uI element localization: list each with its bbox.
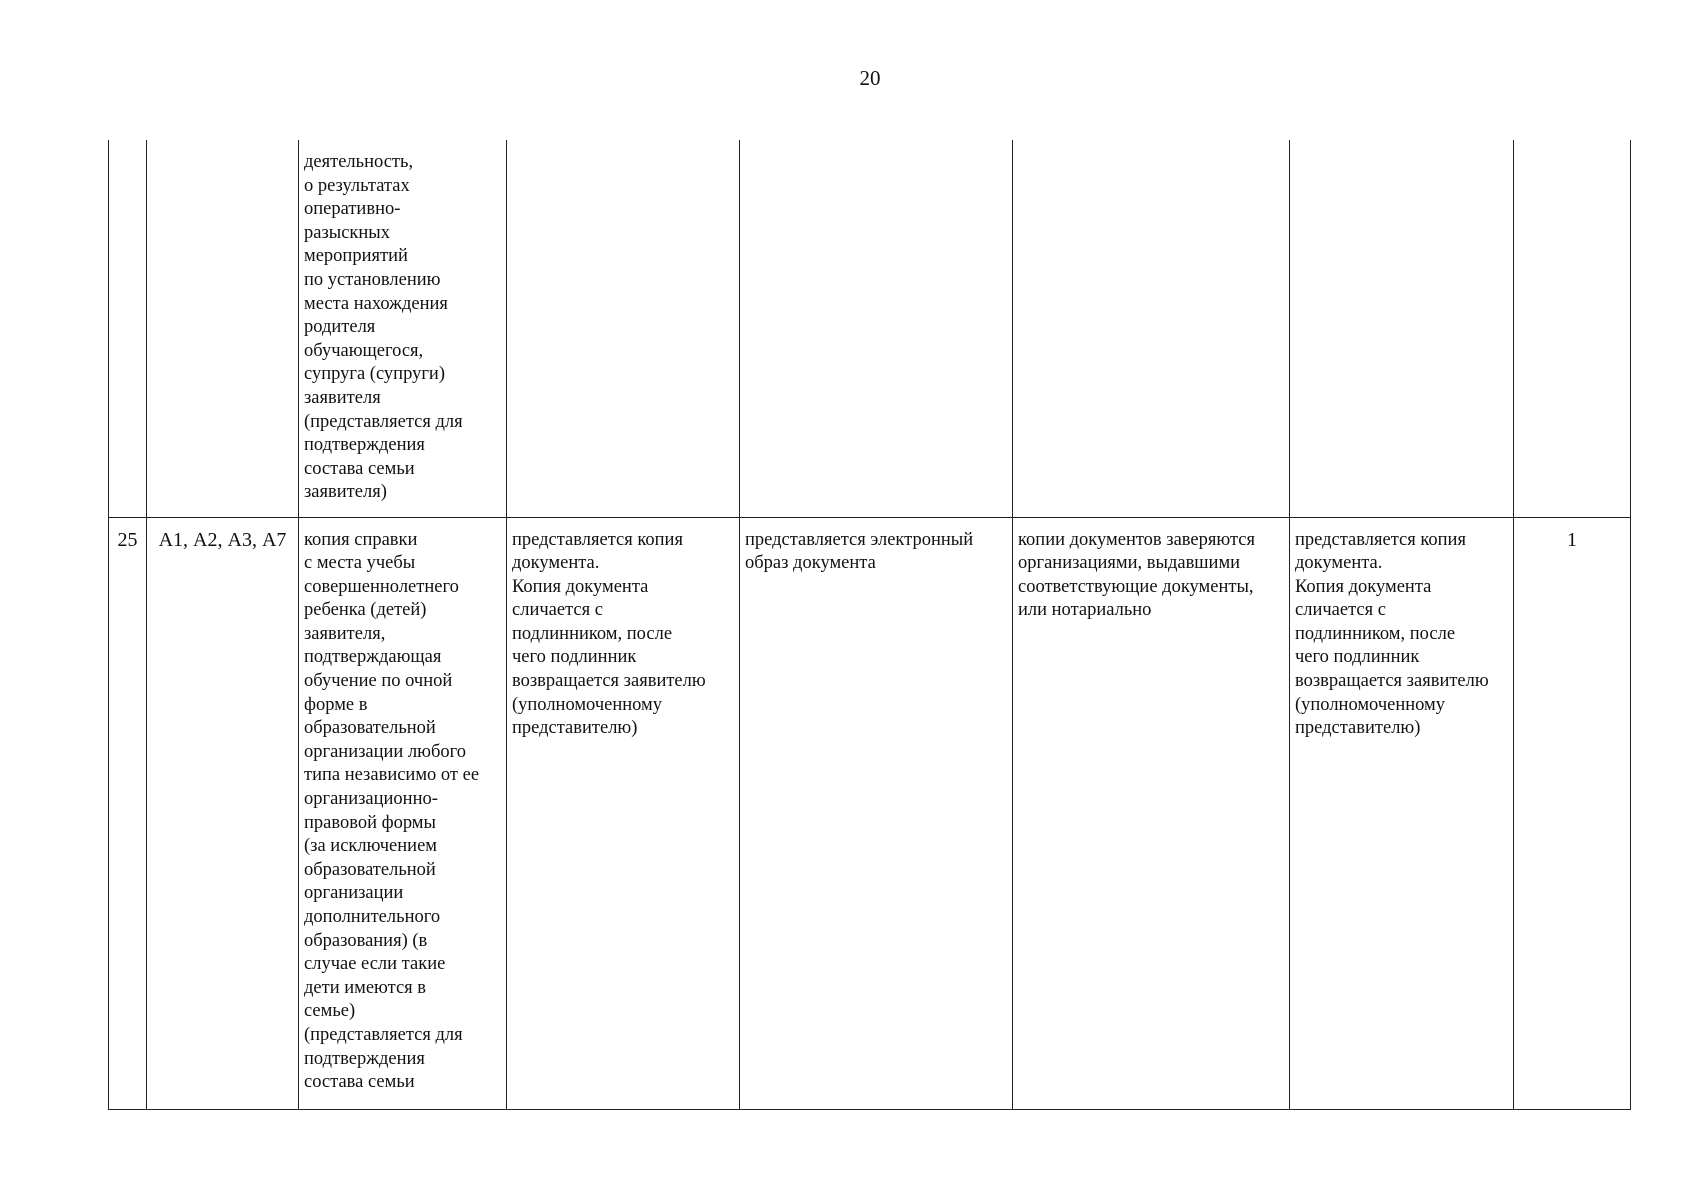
text-line: Копия документа — [512, 576, 649, 597]
cell-number: 25 — [109, 517, 147, 1109]
text-line: случае если такие — [304, 954, 446, 975]
text-line: или нотариально — [1018, 600, 1152, 621]
text-line: организациями, выдавшими — [1018, 553, 1241, 574]
text-line: чего подлинник — [512, 647, 637, 668]
cell-submission-electronic — [740, 140, 1013, 517]
text-line: деятельность, — [304, 152, 414, 172]
page-number: 20 — [859, 66, 881, 90]
text-line: совершеннолетнего — [304, 576, 459, 597]
text-line: организации любого — [304, 741, 467, 762]
text-line: организационно- — [304, 789, 438, 810]
text-line: заявителя, — [304, 623, 386, 644]
text-line: с места учебы — [304, 553, 416, 574]
cell-codes — [147, 140, 299, 517]
cell-document-name — [299, 140, 507, 517]
cell-submission-other — [1290, 517, 1514, 1109]
text-line: подтверждающая — [304, 647, 442, 668]
table-row-25 — [109, 517, 1631, 1109]
text-line: соответствующие документы, — [1018, 576, 1254, 597]
cell-submission-paper — [507, 517, 740, 1109]
text-line: чего подлинник — [1295, 647, 1420, 668]
cell-count — [1514, 140, 1631, 517]
text-line: образования) (в — [304, 930, 428, 951]
text-line: подлинником, после — [1295, 623, 1456, 644]
text-line: заявителя — [304, 387, 381, 408]
text-line: (за исключением — [304, 836, 437, 857]
text-line: образовательной — [304, 859, 436, 880]
text-line: заявителя) — [304, 482, 387, 503]
text-line: супруга (супруги) — [304, 364, 445, 385]
text-line: подтверждения — [304, 1048, 425, 1069]
text-line: возвращается заявителю — [1295, 671, 1489, 692]
text-line: образ документа — [745, 553, 876, 574]
text-line: места нахождения — [304, 293, 448, 314]
text-line: о результатах — [304, 175, 410, 196]
text-line: Копия документа — [1295, 576, 1432, 597]
text-line: копии документов заверяются — [1018, 529, 1256, 550]
text-line: (уполномоченному — [512, 694, 662, 715]
text-line: состава семьи — [304, 1072, 415, 1093]
cell-submission-other — [1290, 140, 1514, 517]
text-line: форме в — [304, 694, 368, 715]
text-line: по установлению — [304, 269, 441, 290]
text-line: подтверждения — [304, 435, 425, 456]
text-line: (представляется для — [304, 1024, 463, 1045]
text-line: оперативно- — [304, 199, 401, 220]
text-line: (уполномоченному — [1295, 694, 1445, 715]
cell-certification — [1013, 517, 1290, 1109]
text-line: дополнительного — [304, 907, 441, 927]
cell-document-name — [299, 517, 507, 1109]
text-line: возвращается заявителю — [512, 671, 706, 692]
cell-codes: А1, А2, А3, А7 — [147, 517, 299, 1109]
cell-submission-electronic — [740, 517, 1013, 1109]
text-line: представляется копия — [512, 529, 683, 550]
text-line: (представляется для — [304, 411, 463, 432]
text-line: состава семьи — [304, 458, 415, 479]
text-line: сличается с — [512, 600, 603, 621]
text-line: обучение по очной — [304, 671, 453, 692]
text-line: подлинником, после — [512, 623, 673, 644]
text-line: копия справки — [304, 529, 418, 550]
text-line: дети имеются в — [304, 977, 427, 998]
table-row-continuation — [109, 140, 1631, 517]
text-line: правовой формы — [304, 812, 436, 833]
text-line: семье) — [304, 1001, 356, 1022]
text-line: мероприятий — [304, 246, 408, 267]
text-line: ребенка (детей) — [304, 600, 427, 621]
text-line: представителю) — [512, 718, 638, 739]
text-line: сличается с — [1295, 600, 1386, 621]
text-line: типа независимо от ее — [304, 765, 480, 786]
text-line: представляется электронный — [745, 529, 974, 550]
document-table — [108, 140, 1631, 1110]
text-line: родителя — [304, 317, 376, 338]
cell-certification — [1013, 140, 1290, 517]
cell-count: 1 — [1514, 517, 1631, 1109]
cell-submission-paper — [507, 140, 740, 517]
text-line: образовательной — [304, 718, 436, 739]
text-line: представителю) — [1295, 718, 1421, 739]
text-line: представляется копия — [1295, 529, 1466, 550]
text-line: документа. — [512, 553, 600, 574]
text-line: обучающегося, — [304, 340, 424, 361]
text-line: организации — [304, 883, 404, 904]
text-line: разыскных — [304, 222, 390, 243]
cell-number — [109, 140, 147, 517]
text-line: документа. — [1295, 553, 1383, 574]
